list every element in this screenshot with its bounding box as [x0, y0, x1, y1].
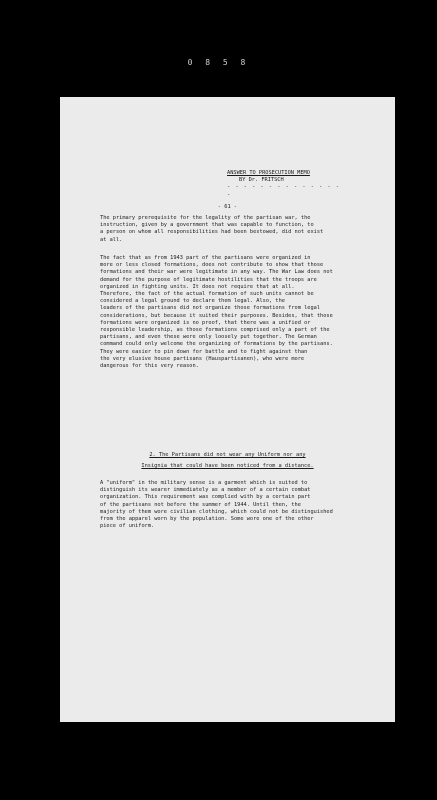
header-rule: - - - - - - - - - - - - - - -	[227, 184, 341, 198]
section-heading-continued: Insignia that could have been noticed from a distance.	[141, 463, 314, 469]
document-title: ANSWER TO PROSECUTION MEMO	[227, 170, 310, 176]
document-author: BY Dr. FRITSCH	[239, 177, 284, 184]
frame-number: 0 8 5 8	[187, 58, 250, 67]
document-header	[227, 170, 347, 199]
paragraph: The fact that as from 1943 part of the partisans were organized in more or less closed formations, does not contribute to show that those formations and their war were legitimate in any way. The War Law does not demand for the purpose of legitimate hostilities that the troops are organized in fighting units. It does not require that at all. Therefore, the fact of the actual formation of such units cannot be considered a legal ground to declare them legal. Also, the leaders of the partisans did not organize those formations from legal considerations, but because it suited their purposes. Besides, that those formations were organized is no proof, that there was a unified or responsible leadership, as those formations comprised only a part of the partisans, and even these were only loosely put together. The German command could only welcome the organizing of formations by the partisans. They were easier to pin down for battle and to fight against than the very elusive house partisans (Hauspartisanen), who were more dangerous for this very reason.	[100, 255, 333, 370]
paragraph: The primary prerequisite for the legality of the partisan war, the instruction, given by a government that was capable to function, to a person on whom all responsibilities had been bestowed, did not exist at all.	[100, 215, 324, 243]
document-page	[60, 97, 395, 722]
page-number: - 61 -	[217, 204, 238, 210]
section-heading: 2. The Partisans did not wear any Uniform nor any	[149, 452, 306, 458]
section-paragraph: A "uniform" in the military sense is a garment which is suited to distinguish its wearer immediately as a member of a certain combat organization. This requirement was complied with by a certain part of the partisans not before the summer of 1944. Until then, the majority of them wore civilian clothing, which could not be distinguished from the apparel worn by the population. Some wore one of the other piece of uniform.	[100, 480, 333, 530]
